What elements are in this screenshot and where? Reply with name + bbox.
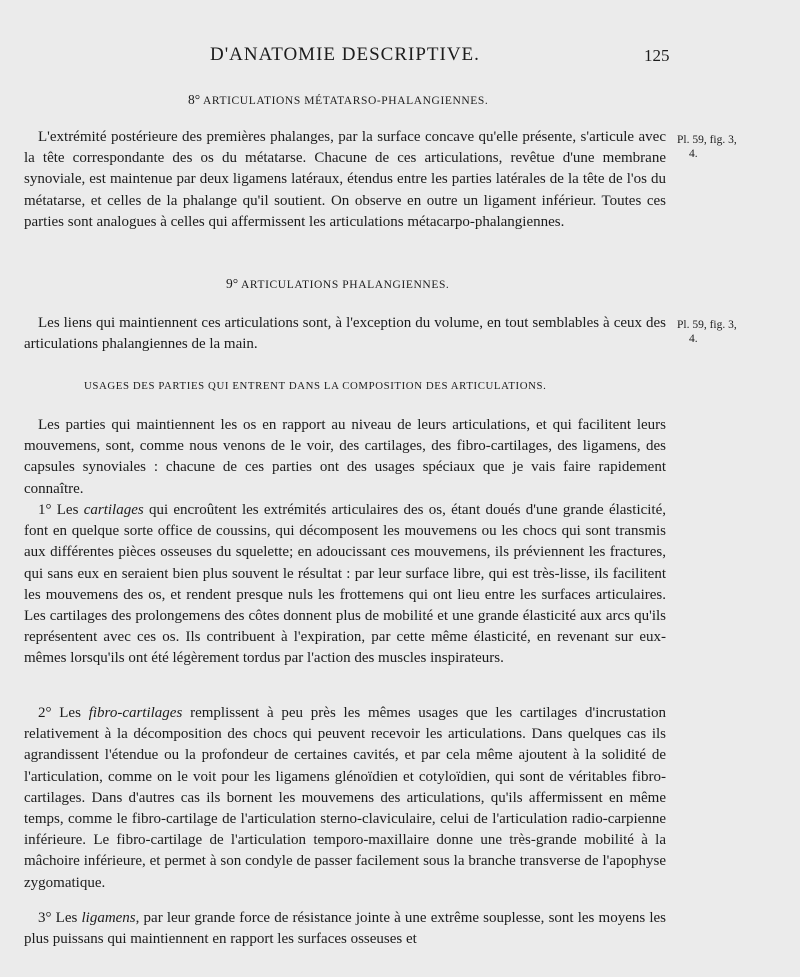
- section-heading-usages: USAGES DES PARTIES QUI ENTRENT DANS LA COMPOSITION DES ARTICULATIONS.: [84, 380, 547, 392]
- section-title: ARTICULATIONS MÉTATARSO-PHALANGIENNES.: [203, 95, 489, 107]
- term-cartilages: cartilages: [83, 502, 144, 518]
- paragraph-phalangiennes: Les liens qui maintiennent ces articulations sont, à l'exception du volume, en tout semblables à ceux des articulations phalangiennes de la main.: [24, 315, 666, 353]
- paragraph-cartilages: [24, 500, 666, 670]
- section-heading-metatarso-phalangiennes: [188, 92, 488, 108]
- item-text: , par leur grande force de résistance jointe à une extrême souplesse, sont les moyens les plus puissans qui maintiennent en rapport les surfaces osseuses et: [24, 910, 667, 948]
- term-fibro-cartilages: fibro-cartilages: [88, 705, 183, 721]
- section-heading-phalangiennes: [226, 276, 449, 292]
- plate-reference: Pl. 59, fig. 3,: [677, 134, 737, 146]
- term-ligamens: ligamens: [81, 910, 136, 926]
- plate-reference-note: [677, 318, 767, 346]
- section-number: 8°: [188, 92, 201, 107]
- item-text: qui encroûtent les extrémités articulaires des os, étant doués d'une grande élasticité, font en quelque sorte office de coussins, qui décomposent les mouvemens ou les chocs qui sont transmis aux différentes pièces osseuses du squelette; en adoucissant ces mouvemens, ils préviennent les fractures, qui sans eux en seraient bien plus souvent le résultat : par leur surface libre, qui est très-lisse, ils facilitent les mouvemens des os, et rendent presque nuls les frottemens qui ont lieu entre les surfaces articulaires. Les cartilages des prolongemens des côtes donnent plus de mobilité et une grande élasticité aux arcs qu'ils représentent avec ces os. Ils contribuent à l'expiration, par cette même élasticité, en revenant sur eux-mêmes lorsqu'ils ont été légèrement tordus par l'action des muscles inspirateurs.: [24, 502, 667, 667]
- item-text: remplissent à peu près les mêmes usages que les cartilages d'incrustation relativement à la décomposition des chocs qui peuvent recevoir les articulations. Dans quelques cas ils agrandissent l'étendue ou la profondeur de certaines cavités, et par cela même ajoutent à la solidité de l'articulation, comme on le voit pour les ligamens glénoïdien et cotyloïdien, qui sont de véritables fibro-cartilages. Dans d'autres cas ils bornent les mouvemens des articulations, qu'ils affermissent en même temps, comme le fibro-cartilage de l'articulation sterno-claviculaire, celui de l'articulation radio-carpienne inférieure. Le fibro-cartilage de l'articulation temporo-maxillaire donne une très-grande mobilité à la mâchoire inférieure, et permet à son condyle de passer facilement sous la branche transverse de l'apophyse zygomatique.: [24, 705, 667, 891]
- section-number: 9°: [226, 276, 239, 291]
- item-lead: Les: [55, 910, 78, 926]
- plate-reference: Pl. 59, fig. 3,: [677, 319, 737, 331]
- paragraph-ligamens: [24, 908, 666, 950]
- plate-reference-continued: 4.: [689, 148, 698, 160]
- item-lead: Les: [56, 502, 79, 518]
- running-title: D'ANATOMIE DESCRIPTIVE.: [210, 44, 480, 65]
- item-number: 1°: [38, 502, 52, 518]
- plate-reference-note: [677, 133, 767, 161]
- plate-reference-continued: 4.: [689, 333, 698, 345]
- section-title: ARTICULATIONS PHALANGIENNES.: [241, 279, 450, 291]
- paragraph-fibro-cartilages: [24, 703, 666, 894]
- paragraph-usages-intro: Les parties qui maintiennent les os en rapport au niveau de leurs articulations, et qui facilitent leurs mouvemens, sont, comme nous venons de le voir, des cartilages, des fibro-cartilages, des ligamens, des capsules synoviales : chacune de ces parties ont des usages spéciaux que je vais faire rapidement connaître.: [24, 417, 666, 497]
- item-lead: Les: [59, 705, 81, 721]
- item-number: 3°: [38, 910, 52, 926]
- page-number: 125: [644, 46, 670, 65]
- item-number: 2°: [38, 705, 52, 721]
- paragraph-metatarso-phalangiennes: L'extrémité postérieure des premières phalanges, par la surface concave qu'elle présente, s'articule avec la tête correspondante des os du métatarse. Chacune de ces articulations, revêtue d'une membrane synoviale, est maintenue par deux ligamens latéraux, étendus entre les parties latérales de la tête de l'os du métatarse, et celles de la phalange qu'il soutient. On observe en outre un ligament inférieur. Toutes ces parties sont analogues à celles qui affermissent les articulations métacarpo-phalangiennes.: [24, 129, 666, 230]
